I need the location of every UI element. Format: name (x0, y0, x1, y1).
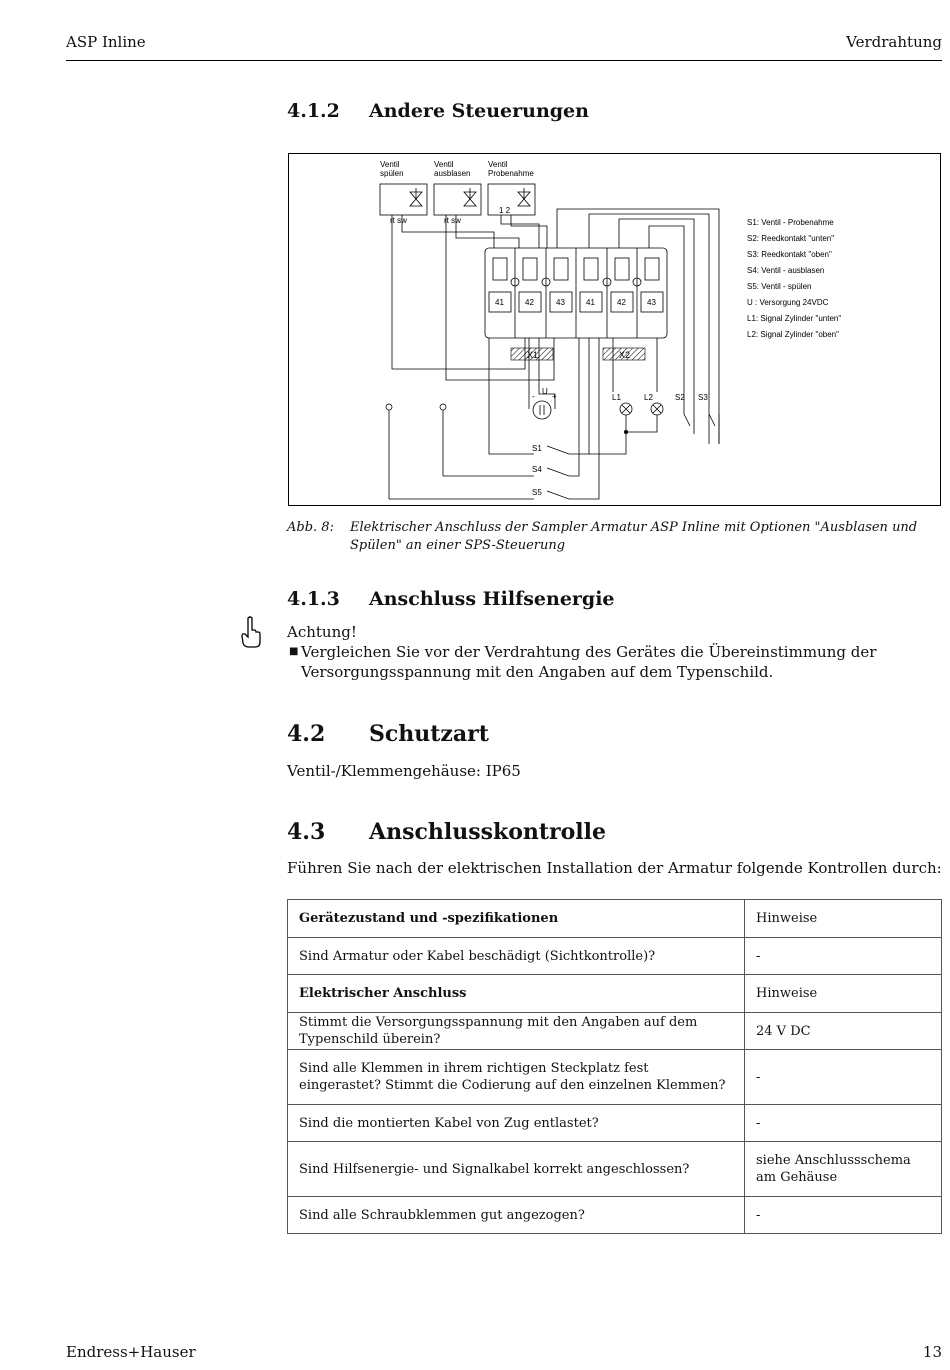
section-heading-4-3 (287, 819, 887, 847)
switch-s3-label: S3 (698, 393, 708, 402)
section-title: Anschlusskontrolle (369, 819, 607, 845)
valve-3-label-line1: Ventil (488, 160, 508, 169)
table-cell: - (745, 938, 942, 975)
section-number: 4.1.3 (287, 588, 340, 610)
valve-2-wires: rt sw (444, 216, 461, 225)
table-header-cell: Hinweise (745, 975, 942, 1013)
valve-3-label-line2: Probenahme (488, 169, 534, 178)
u-label: U (542, 387, 548, 396)
table-cell: - (745, 1105, 942, 1142)
table-cell: Stimmt die Versorgungsspannung mit den Angaben auf dem Typenschild überein? (288, 1013, 745, 1050)
lamp-l1-label: L1 (612, 393, 621, 402)
table-cell: Sind alle Klemmen in ihrem richtigen Steckplatz fest eingerastet? Stimmt die Codierung auf den einzelnen Klemmen? (288, 1050, 745, 1105)
section-heading-4-2 (287, 721, 887, 749)
block-x1-label: X1 (527, 350, 539, 360)
table-header-cell: Hinweise (745, 900, 942, 938)
table-cell: Sind Armatur oder Kabel beschädigt (Sichtkontrolle)? (288, 938, 745, 975)
switch-s4-label: S4 (532, 465, 542, 474)
table-header-cell: Gerätezustand und -spezifikationen (288, 900, 745, 938)
table-row (288, 1050, 942, 1105)
wiring-diagram-svg (289, 154, 940, 505)
junction (440, 404, 446, 410)
warning-title: Achtung! (287, 623, 357, 641)
valve-1-label-line2: spülen (380, 169, 404, 178)
legend-item: S1: Ventil - Probenahme (747, 218, 834, 227)
valve-probenahme-box (488, 184, 535, 215)
u-plus: + (552, 392, 557, 401)
table-row (288, 1105, 942, 1142)
table-cell: Sind Hilfsenergie- und Signalkabel korrekt angeschlossen? (288, 1142, 745, 1197)
table-row (288, 1142, 942, 1197)
lamp-l2-label: L2 (644, 393, 653, 402)
table-row (288, 900, 942, 938)
valve-ausblasen-box (434, 184, 481, 215)
section-title: Schutzart (369, 721, 489, 747)
valve-spuelen-box (380, 184, 427, 215)
legend-item: S5: Ventil - spülen (747, 282, 812, 291)
table-row (288, 975, 942, 1013)
table-header-cell: Elektrischer Anschluss (288, 975, 745, 1013)
wiring-diagram (288, 153, 941, 506)
hand-warning-icon (240, 616, 262, 648)
valve-2-label-line2: ausblasen (434, 169, 471, 178)
legend-item: S2: Reedkontakt "unten" (747, 234, 835, 243)
table-row (288, 938, 942, 975)
warning-text: Vergleichen Sie vor der Verdrahtung des Gerätes die Übereinstimmung der Versorgungsspannung mit den Angaben auf dem Typenschild. (301, 643, 877, 681)
footer-brand: Endress+Hauser (66, 1343, 196, 1361)
running-header-right: Verdrahtung (846, 33, 942, 51)
valve-3-wires: 1 2 (499, 206, 511, 215)
junction (386, 404, 392, 410)
figure-caption-label: Abb. 8: (287, 520, 334, 535)
legend-item: S4: Ventil - ausblasen (747, 266, 825, 275)
table-cell: Sind alle Schraubklemmen gut angezogen? (288, 1197, 745, 1234)
figure-caption-text: Elektrischer Anschluss der Sampler Armatur ASP Inline mit Optionen "Ausblasen und Spülen" an einer SPS-Steuerung (350, 520, 918, 553)
table-row (288, 1013, 942, 1050)
switch-s1-label: S1 (532, 444, 542, 453)
running-header-left: ASP Inline (66, 33, 146, 51)
section-number: 4.1.2 (287, 100, 340, 122)
block-x2-label: X2 (619, 350, 631, 360)
table-cell: Sind die montierten Kabel von Zug entlastet? (288, 1105, 745, 1142)
switch-s5-label: S5 (532, 488, 542, 497)
terminal-label: 43 (556, 298, 565, 307)
terminal-label: 43 (647, 298, 656, 307)
header-rule (66, 60, 942, 61)
table-cell: 24 V DC (745, 1013, 942, 1050)
legend-item: L1: Signal Zylinder "unten" (747, 314, 842, 323)
section-heading-4-1-3 (287, 588, 887, 612)
checklist-intro: Führen Sie nach der elektrischen Installation der Armatur folgende Kontrollen durch: (287, 859, 942, 877)
switch-s2-label: S2 (675, 393, 685, 402)
table-cell: siehe Anschlussschema am Gehäuse (745, 1142, 942, 1197)
legend-item: S3: Reedkontakt "oben" (747, 250, 832, 259)
terminal-label: 42 (525, 298, 534, 307)
table-cell: - (745, 1050, 942, 1105)
section-title: Andere Steuerungen (369, 100, 589, 122)
section-number: 4.2 (287, 721, 326, 747)
table-row (288, 1197, 942, 1234)
valve-2-label-line1: Ventil (434, 160, 454, 169)
wiring-lines (389, 209, 719, 499)
u-minus: - (532, 392, 535, 401)
table-cell: - (745, 1197, 942, 1234)
section-heading-4-1-2 (287, 100, 887, 124)
terminal-block (485, 248, 667, 338)
valve-1-wires: rt sw (390, 216, 407, 225)
section-number: 4.3 (287, 819, 326, 845)
bullet-square-icon: ■ (289, 646, 299, 657)
terminal-label: 42 (617, 298, 626, 307)
terminal-label: 41 (495, 298, 504, 307)
terminal-label: 41 (586, 298, 595, 307)
connection-checklist-table (287, 899, 942, 1234)
page-number: 13 (922, 1343, 942, 1361)
section-title: Anschluss Hilfsenergie (369, 588, 615, 610)
protection-class-text: Ventil-/Klemmengehäuse: IP65 (287, 762, 521, 780)
legend-item: U : Versorgung 24VDC (747, 298, 829, 307)
valve-1-label-line1: Ventil (380, 160, 400, 169)
legend-item: L2: Signal Zylinder "oben" (747, 330, 839, 339)
